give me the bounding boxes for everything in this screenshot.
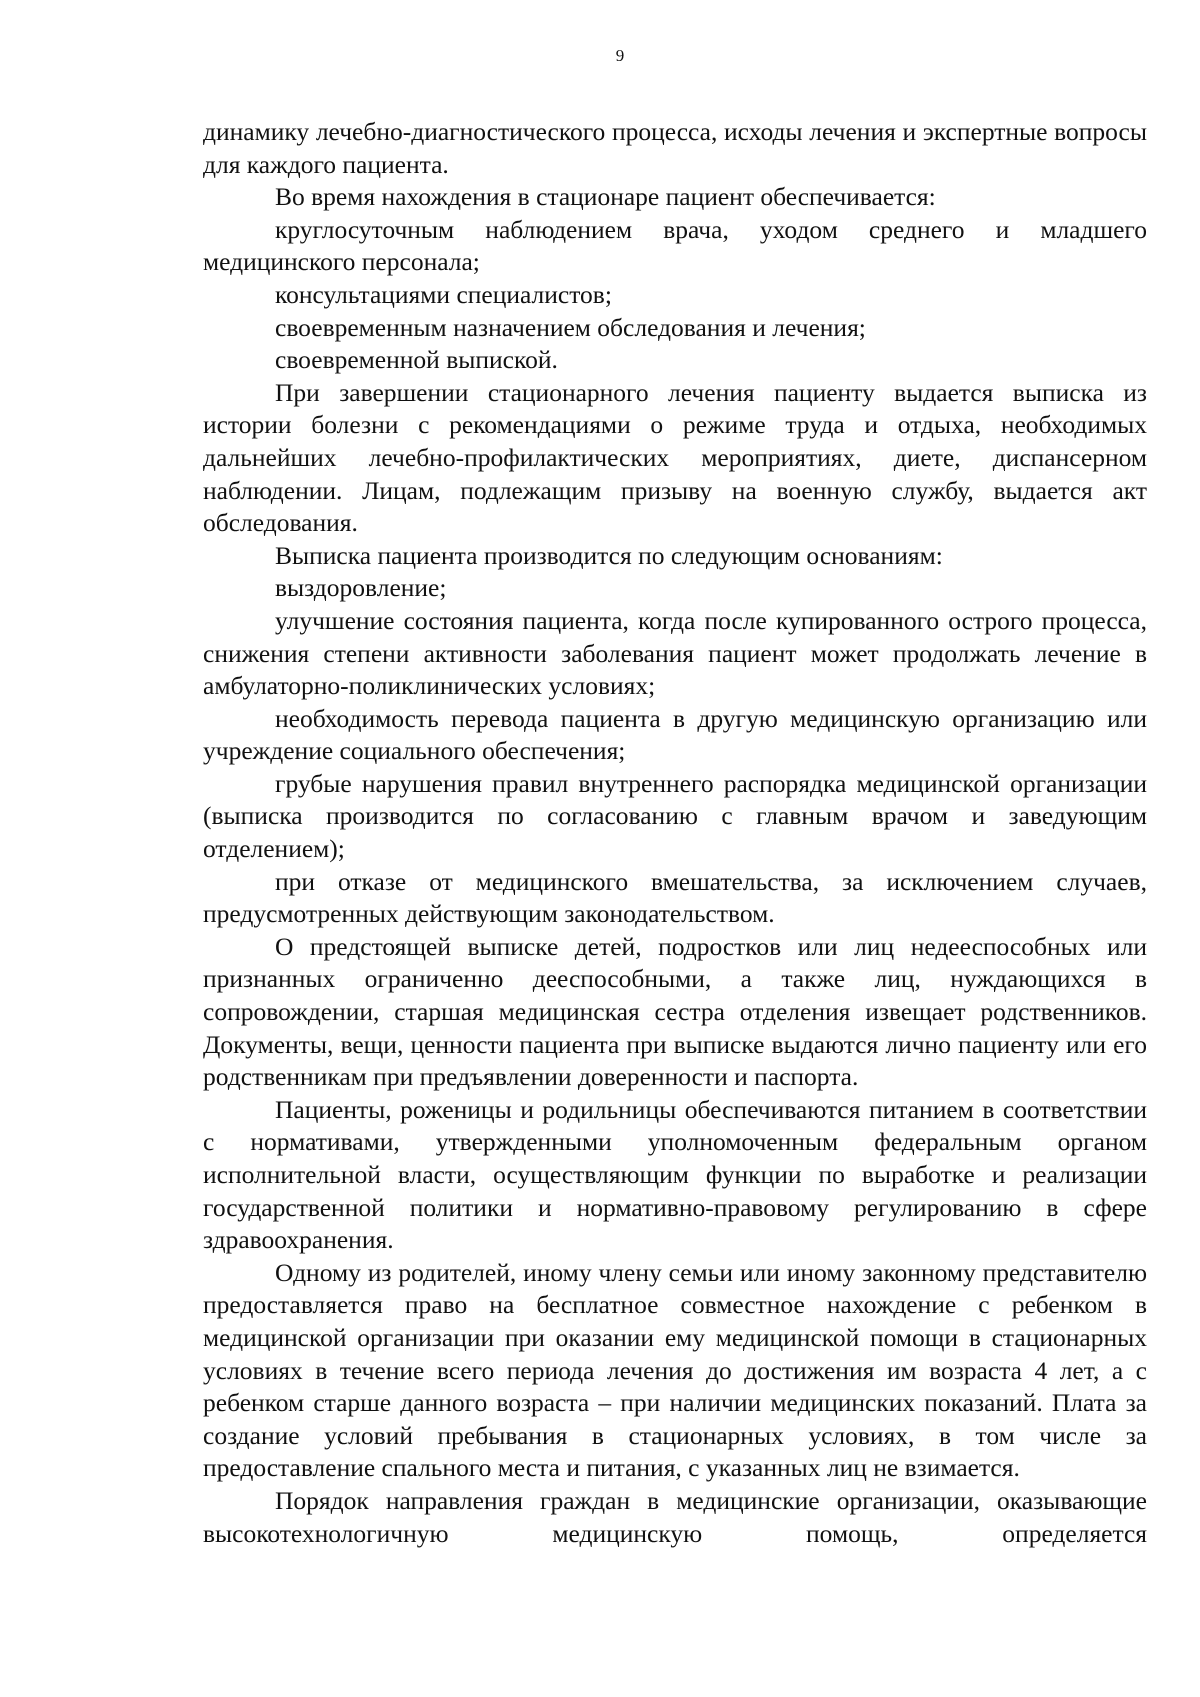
paragraph: Порядок направления граждан в медицинские организации, оказывающие высокотехнологичную медицинскую помощь, определяется [203, 1485, 1147, 1548]
paragraph: своевременным назначением обследования и лечения; [275, 312, 866, 342]
paragraph: круглосуточным наблюдением врача, уходом среднего и младшего медицинского персонала; [203, 214, 1147, 277]
paragraph: динамику лечебно-диагностического процесса, исходы лечения и экспертные вопросы для каждого пациента. [203, 117, 1147, 179]
paragraph: При завершении стационарного лечения пациенту выдается выписка из истории болезни с рекомендациями о режиме труда и отдыха, необходимых дальнейших лечебно-профилактических мероприятиях, диете, диспансерном наблюдении. Лицам, подлежащим призыву на военную службу, выдается акт обследования. [203, 377, 1147, 538]
document-body [203, 116, 1147, 1550]
paragraph: улучшение состояния пациента, когда после купированного острого процесса, снижения степени активности заболевания пациент может продолжать лечение в амбулаторно-поликлинических условиях; [203, 605, 1147, 701]
paragraph: Во время нахождения в стационаре пациент обеспечивается: [275, 182, 936, 212]
paragraph: Пациенты, роженицы и родильницы обеспечиваются питанием в соответствии с нормативами, утвержденными уполномоченным федеральным органом исполнительной власти, осуществляющим функции по выработке и реализации государственной политики и нормативно-правовому регулированию в сфере здравоохранения. [203, 1094, 1147, 1255]
paragraph: необходимость перевода пациента в другую медицинскую организацию или учреждение социального обеспечения; [203, 703, 1147, 766]
paragraph: грубые нарушения правил внутреннего распорядка медицинской организации (выписка производится по согласованию с главным врачом и заведующим отделением); [203, 768, 1147, 864]
paragraph: своевременной выпиской. [275, 345, 558, 375]
paragraph: при отказе от медицинского вмешательства, за исключением случаев, предусмотренных действующим законодательством. [203, 866, 1147, 929]
paragraph: выздоровление; [275, 573, 447, 603]
paragraph: О предстоящей выписке детей, подростков или лиц недееспособных или признанных ограниченно дееспособными, а также лиц, нуждающихся в сопровождении, старшая медицинская сестра отделения извещает родственников. Документы, вещи, ценности пациента при выписке выдаются лично пациенту или его родственникам при предъявлении доверенности и паспорта. [203, 931, 1147, 1092]
paragraph: Выписка пациента производится по следующим основаниям: [275, 540, 943, 570]
page-number: 9 [615, 46, 625, 65]
paragraph: консультациями специалистов; [275, 279, 612, 309]
paragraph: Одному из родителей, иному члену семьи или иному законному представителю предоставляется право на бесплатное совместное нахождение с ребенком в медицинской организации при оказании ему медицинской помощи в стационарных условиях в течение всего периода лечения до достижения им возраста 4 лет, а с ребенком старше данного возраста – при наличии медицинских показаний. Плата за создание условий пребывания в стационарных условиях, в том числе за предоставление спального места и питания, с указанных лиц не взимается. [203, 1257, 1147, 1483]
